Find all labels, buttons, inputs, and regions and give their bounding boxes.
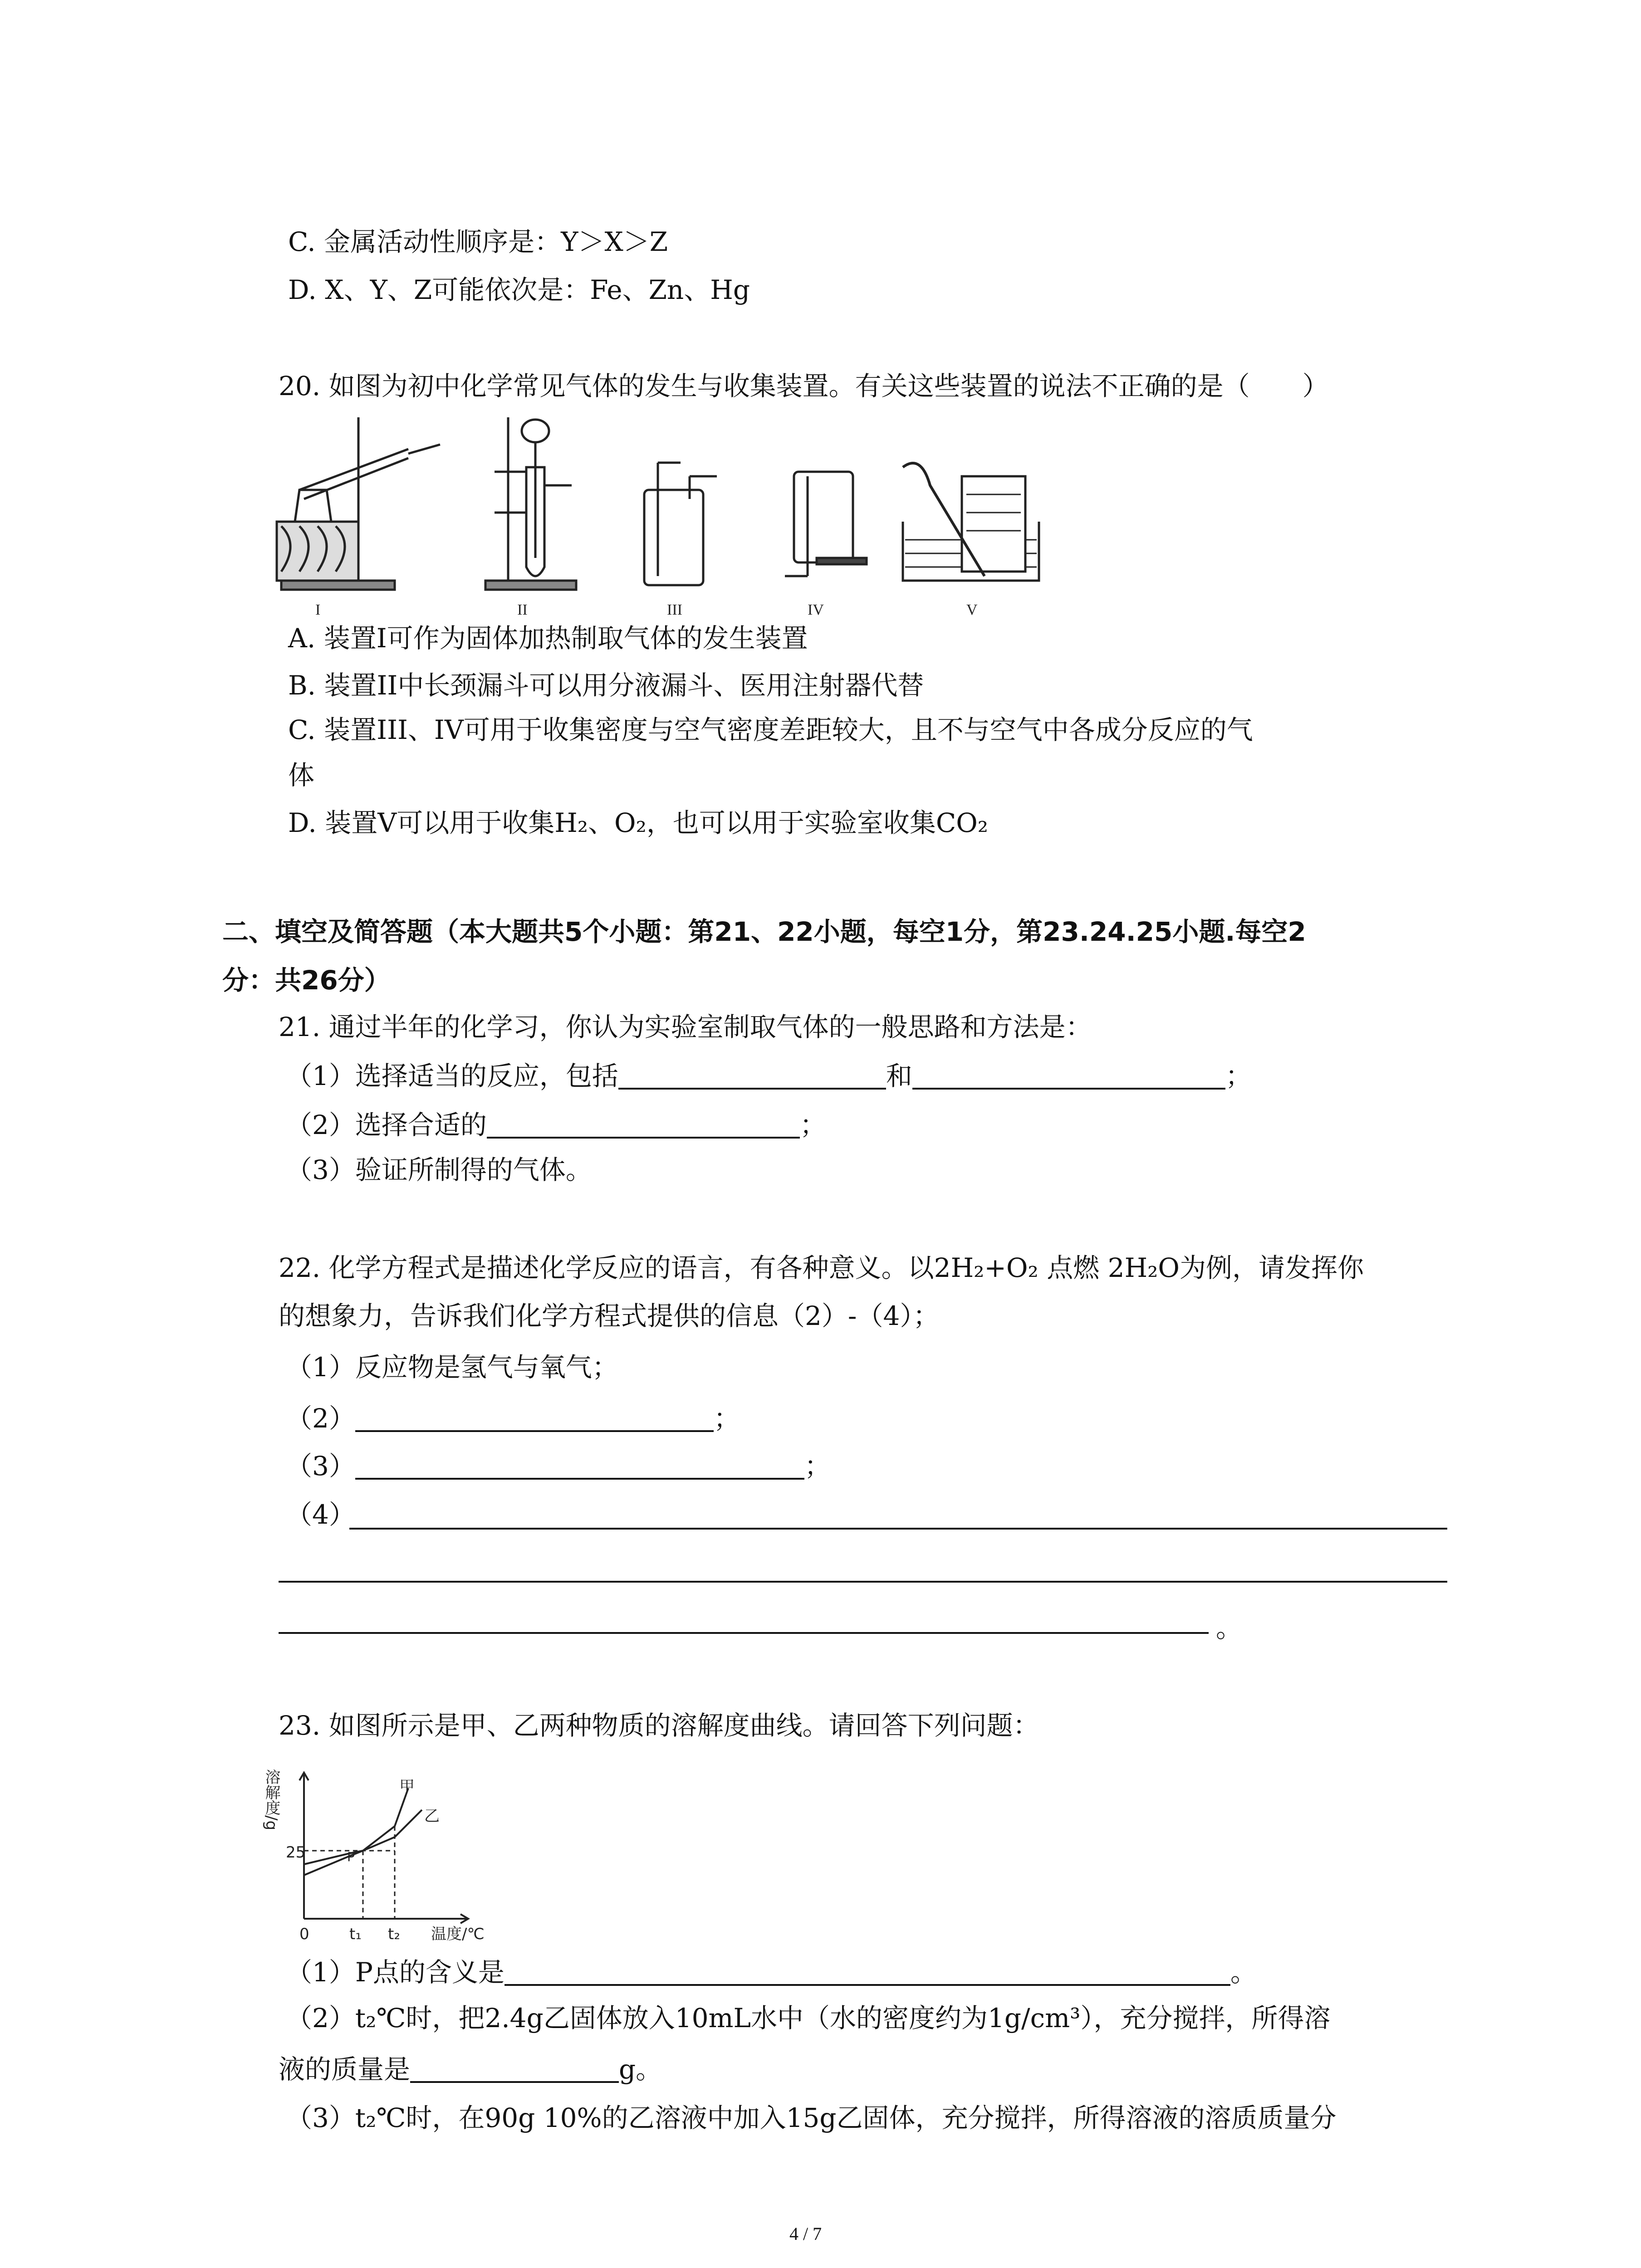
q20-option-c-line2: 体 (288, 760, 315, 791)
q19-option-c: C. 金属活动性顺序是：Y＞X＞Z (288, 226, 668, 257)
q23-blank-1[interactable] (505, 1958, 1230, 1986)
apparatus-figure (272, 408, 1071, 621)
solubility-chart (262, 1755, 504, 1946)
q22-blank-4-line1[interactable] (349, 1528, 1447, 1530)
q23-stem: 23. 如图所示是甲、乙两种物质的溶解度曲线。请回答下列问题： (279, 1710, 1039, 1741)
q20-option-c-line1: C. 装置III、IV可用于收集密度与空气密度差距较大，且不与空气中各成分反应的气 (288, 714, 1253, 745)
apparatus-label-iii: III (667, 601, 682, 618)
q22-end-period: 。 (1216, 1613, 1243, 1643)
q22-part-1: （1）反应物是氢气与氧气； (286, 1352, 618, 1383)
chart-series-jia-label: 甲 (399, 1778, 415, 1796)
q22-part-3-semicolon: ； (804, 1451, 831, 1481)
apparatus-ii-icon (485, 417, 576, 590)
q22-part-3-label: （3） (286, 1451, 355, 1481)
q21-part-2-semicolon: ； (799, 1110, 826, 1140)
apparatus-iv-icon (785, 472, 867, 576)
q22-stem-line2: 的想象力，告诉我们化学方程式提供的信息（2）-（4）； (279, 1300, 940, 1331)
q21-part-1-semicolon: ； (1225, 1061, 1252, 1091)
apparatus-label-iv: IV (808, 601, 824, 618)
q20-option-b: B. 装置II中长颈漏斗可以用分液漏斗、医用注射器代替 (288, 670, 924, 701)
q19-option-d: D. X、Y、Z可能依次是：Fe、Zn、Hg (288, 274, 750, 305)
q23-part-2-unit: g。 (619, 2054, 662, 2085)
chart-series-line-1 (304, 1810, 422, 1864)
chart-xtick-0: 0 (299, 1925, 309, 1943)
q23-blank-2[interactable] (410, 2055, 619, 2083)
q23-part-1 (286, 1958, 1257, 1986)
q22-blank-4-line3[interactable] (279, 1632, 1209, 1634)
q21-part-2-text: （2）选择合适的 (286, 1110, 487, 1140)
apparatus-v-icon (903, 463, 1039, 581)
q23-part-2-text: 液的质量是 (279, 2054, 411, 2085)
section-2-heading-line1: 二、填空及简答题（本大题共5个小题：第21、22小题，每空1分，第23.24.25小题.每空2 (222, 916, 1306, 947)
q20-option-d: D. 装置V可以用于收集H₂、O₂，也可以用于实验室收集CO₂ (288, 807, 989, 838)
q23-part-1-period: 。 (1230, 1957, 1257, 1988)
q20-option-a: A. 装置I可作为固体加热制取气体的发生装置 (288, 623, 808, 654)
q21-blank-1b[interactable] (912, 1061, 1225, 1090)
chart-ytick-25: 25 (286, 1843, 306, 1862)
q22-part-2-semicolon: ； (713, 1403, 740, 1434)
q21-blank-2[interactable] (487, 1110, 800, 1139)
q22-part-2 (286, 1404, 740, 1432)
q22-blank-2[interactable] (355, 1404, 714, 1432)
chart-xtick-t1: t₁ (349, 1925, 362, 1943)
q21-part-1-text: （1）选择适当的反应，包括 (286, 1061, 618, 1091)
q21-stem: 21. 通过半年的化学习，你认为实验室制取气体的一般思路和方法是： (279, 1012, 1092, 1042)
q21-blank-1a[interactable] (618, 1061, 886, 1090)
q21-part-2 (286, 1110, 826, 1139)
section-2-heading-line2: 分：共26分） (222, 965, 391, 996)
q21-part-1 (286, 1061, 1252, 1090)
q21-part-3: （3）验证所制得的气体。 (286, 1154, 592, 1185)
q22-blank-3[interactable] (355, 1452, 804, 1480)
q22-part-2-label: （2） (286, 1403, 355, 1434)
chart-series-yi-label: 乙 (424, 1807, 440, 1825)
q22-part-4: （4） (286, 1499, 355, 1530)
q21-part-1-and: 和 (886, 1061, 912, 1091)
q23-part-2-line1: （2）t₂℃时，把2.4g乙固体放入10mL水中（水的密度约为1g/cm³），充分搅拌，所得溶 (286, 2003, 1331, 2033)
q22-blank-4-line2[interactable] (279, 1581, 1447, 1583)
q22-part-3 (286, 1452, 831, 1480)
q23-part-1-text: （1）P点的含义是 (286, 1957, 505, 1988)
q23-part-3: （3）t₂℃时，在90g 10%的乙溶液中加入15g乙固体，充分搅拌，所得溶液的溶质质量分 (286, 2102, 1337, 2133)
q22-stem-line1: 22. 化学方程式是描述化学反应的语言，有各种意义。以2H₂+O₂ 点燃 2H₂O为例，请发挥你 (279, 1252, 1364, 1283)
apparatus-label-i: I (315, 601, 321, 618)
apparatus-label-ii: II (517, 601, 528, 618)
apparatus-iii-icon (644, 463, 717, 585)
chart-xlabel: 温度/℃ (431, 1925, 485, 1943)
apparatus-i-icon (277, 417, 440, 590)
chart-point-p: P (347, 1849, 355, 1864)
q23-part-2-line2 (279, 2055, 662, 2083)
chart-xtick-t2: t₂ (388, 1925, 400, 1943)
q20-stem: 20. 如图为初中化学常见气体的发生与收集装置。有关这些装置的说法不正确的是（ ） (279, 371, 1329, 401)
page-number: 4 / 7 (789, 2224, 822, 2244)
chart-series-line-0 (304, 1788, 408, 1875)
chart-ylabel: 溶解度/g (262, 1769, 280, 1831)
apparatus-label-v: V (966, 601, 978, 618)
